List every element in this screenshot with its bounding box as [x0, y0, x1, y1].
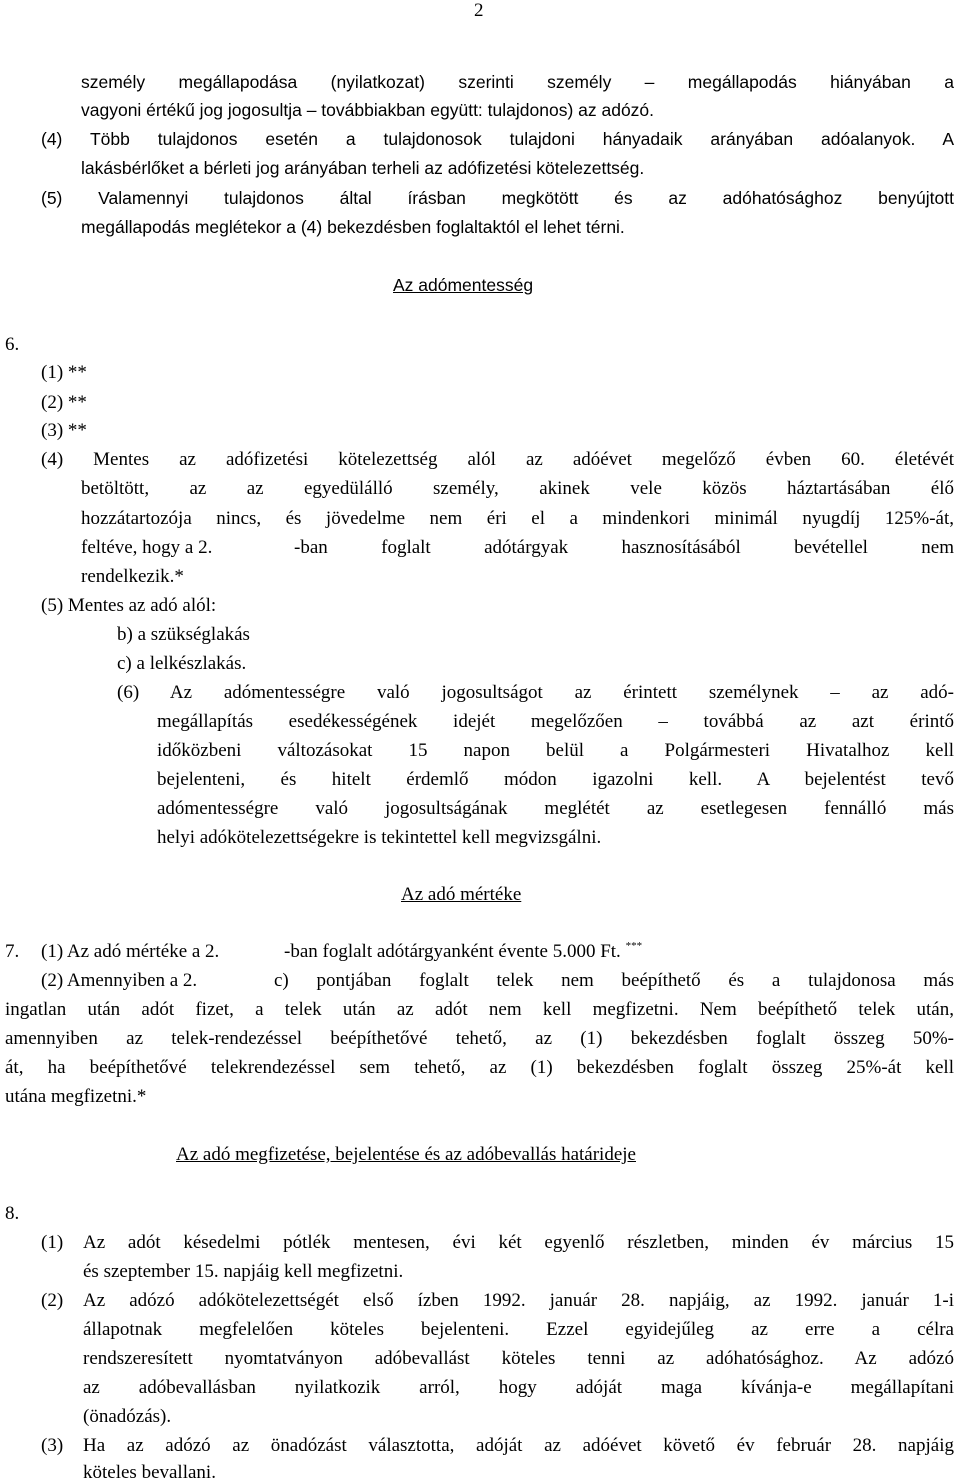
footnote-mark: *** [625, 940, 643, 952]
section-number [5, 334, 19, 356]
text-line: (5) Mentes az adó alól: [41, 595, 217, 616]
text-line: ingatlan után adót fizet, a telek után az adót nem kell megfizetni. Nem beépíthető telek után, [5, 999, 954, 1020]
struck-paragraph: (2) ** [41, 392, 87, 413]
text-line: állapotnak megfelelően köteles bejelenteni. Ezzel egyidejűleg az erre a célra [83, 1319, 954, 1340]
section-number: 7. [5, 941, 20, 962]
text-line: -ban foglalt adótárgyak hasznosításából bevétellel nem [294, 537, 954, 558]
section-number-text: 6. [5, 334, 20, 355]
text-line: (4) Több tulajdonos esetén a tulajdonosok tulajdoni hányadaik arányában adóalanyok. A [41, 129, 954, 149]
text-line: az adóbevallásban nyilatkozik arról, hogy adóját maga kívánja-e megállapítani [83, 1377, 954, 1398]
text-line: hozzátartozója nincs, és jövedelme nem éri el a mindenkori minimál nyugdíj 125%-át, [81, 508, 954, 529]
text-line: (1) Az adó mértéke a 2. [41, 941, 220, 962]
text-line: Ha az adózó az önadózást választotta, adóját az adóévet követő év február 28. napjáig [83, 1435, 954, 1456]
text-line: megállapítás esedékességének idejét megelőzően – továbbá az azt érintő [157, 711, 954, 732]
text-line: feltéve, hogy a 2. [81, 537, 213, 558]
struck-paragraph: (3) ** [41, 420, 87, 441]
paragraph-label: (2) [41, 1290, 64, 1311]
text-line: bejelenteni, és hitelt érdemlő módon igazolni kell. A bejelentést tevő [157, 769, 954, 790]
text-line: és szeptember 15. napjáig kell megfizetni. [83, 1261, 404, 1282]
text-line: (2) Amennyiben a 2. [41, 970, 198, 991]
text-line: időközbeni változásokat 15 napon belül a Polgármesteri Hivatalhoz kell [157, 740, 954, 761]
section-heading: Az adómentesség [393, 275, 534, 295]
text-line: Az adót késedelmi pótlék mentesen, évi két egyenlő részletben, minden év március 15 [83, 1232, 954, 1253]
text-line: vagyoni értékű jog jogosultja – továbbiakban együtt: tulajdonos) az adózó. [81, 100, 655, 120]
text-line: (4) Mentes az adófizetési kötelezettség alól az adóévet megelőző évben 60. életévét [41, 449, 954, 470]
list-item: b) a szükséglakás [117, 624, 250, 645]
text-line: helyi adókötelezettségekre is tekintettel kell megvizsgálni. [157, 827, 602, 848]
text-line: (önadózás). [83, 1406, 172, 1427]
text-line: rendszeresített nyomtatványon adóbevallást köteles tenni az adóhatósághoz. Az adózó [83, 1348, 954, 1369]
text-line: adómentességre való jogosultságának meglétét az esetlegesen fennálló más [157, 798, 954, 819]
text-line: köteles bevallani. [83, 1462, 216, 1483]
text-line: Az adózó adókötelezettségét első ízben 1992. január 28. napjáig, az 1992. január 1-i [83, 1290, 954, 1311]
text-line: át, ha beépíthetővé telekrendezéssel sem tehető, az (1) bekezdésben foglalt összeg 25%-át kell [5, 1057, 954, 1078]
page-number: 2 [474, 0, 484, 21]
list-item: c) a lelkészlakás. [117, 653, 247, 674]
text-line [284, 941, 642, 963]
section-number: 8. [5, 1203, 20, 1224]
text-line: betöltött, az az egyedülálló személy, akinek vele közös háztartásában élő [81, 478, 954, 499]
text-line: személy megállapodása (nyilatkozat) szerinti személy – megállapodás hiányában a [81, 72, 954, 92]
text-line: utána megfizetni.* [5, 1086, 147, 1107]
text-line: megállapodás meglétekor a (4) bekezdésben foglaltaktól el lehet térni. [81, 217, 625, 237]
section-heading: Az adó mértéke [401, 884, 522, 905]
text-line: lakásbérlőket a bérleti jog arányában terheli az adófizetési kötelezettség. [81, 158, 645, 178]
text-line: (6) Az adómentességre való jogosultságot az érintett személynek – az adó- [117, 682, 954, 703]
paragraph-label: (1) [41, 1232, 64, 1253]
paragraph-label: (3) [41, 1435, 64, 1456]
text-line: rendelkezik.* [81, 566, 184, 587]
struck-paragraph: (1) ** [41, 362, 87, 383]
section-heading: Az adó megfizetése, bejelentése és az adóbevallás határideje [176, 1144, 636, 1165]
text-line: (5) Valamennyi tulajdonos által írásban megkötött és az adóhatósághoz benyújtott [41, 188, 954, 208]
text-fragment: -ban foglalt adótárgyanként évente 5.000 Ft. [284, 941, 621, 962]
text-line: c) pontjában foglalt telek nem beépíthető és a tulajdonosa más [274, 970, 954, 991]
text-line: amennyiben az telek-rendezéssel beépíthetővé tehető, az (1) bekezdésben foglalt összeg 50%- [5, 1028, 954, 1049]
